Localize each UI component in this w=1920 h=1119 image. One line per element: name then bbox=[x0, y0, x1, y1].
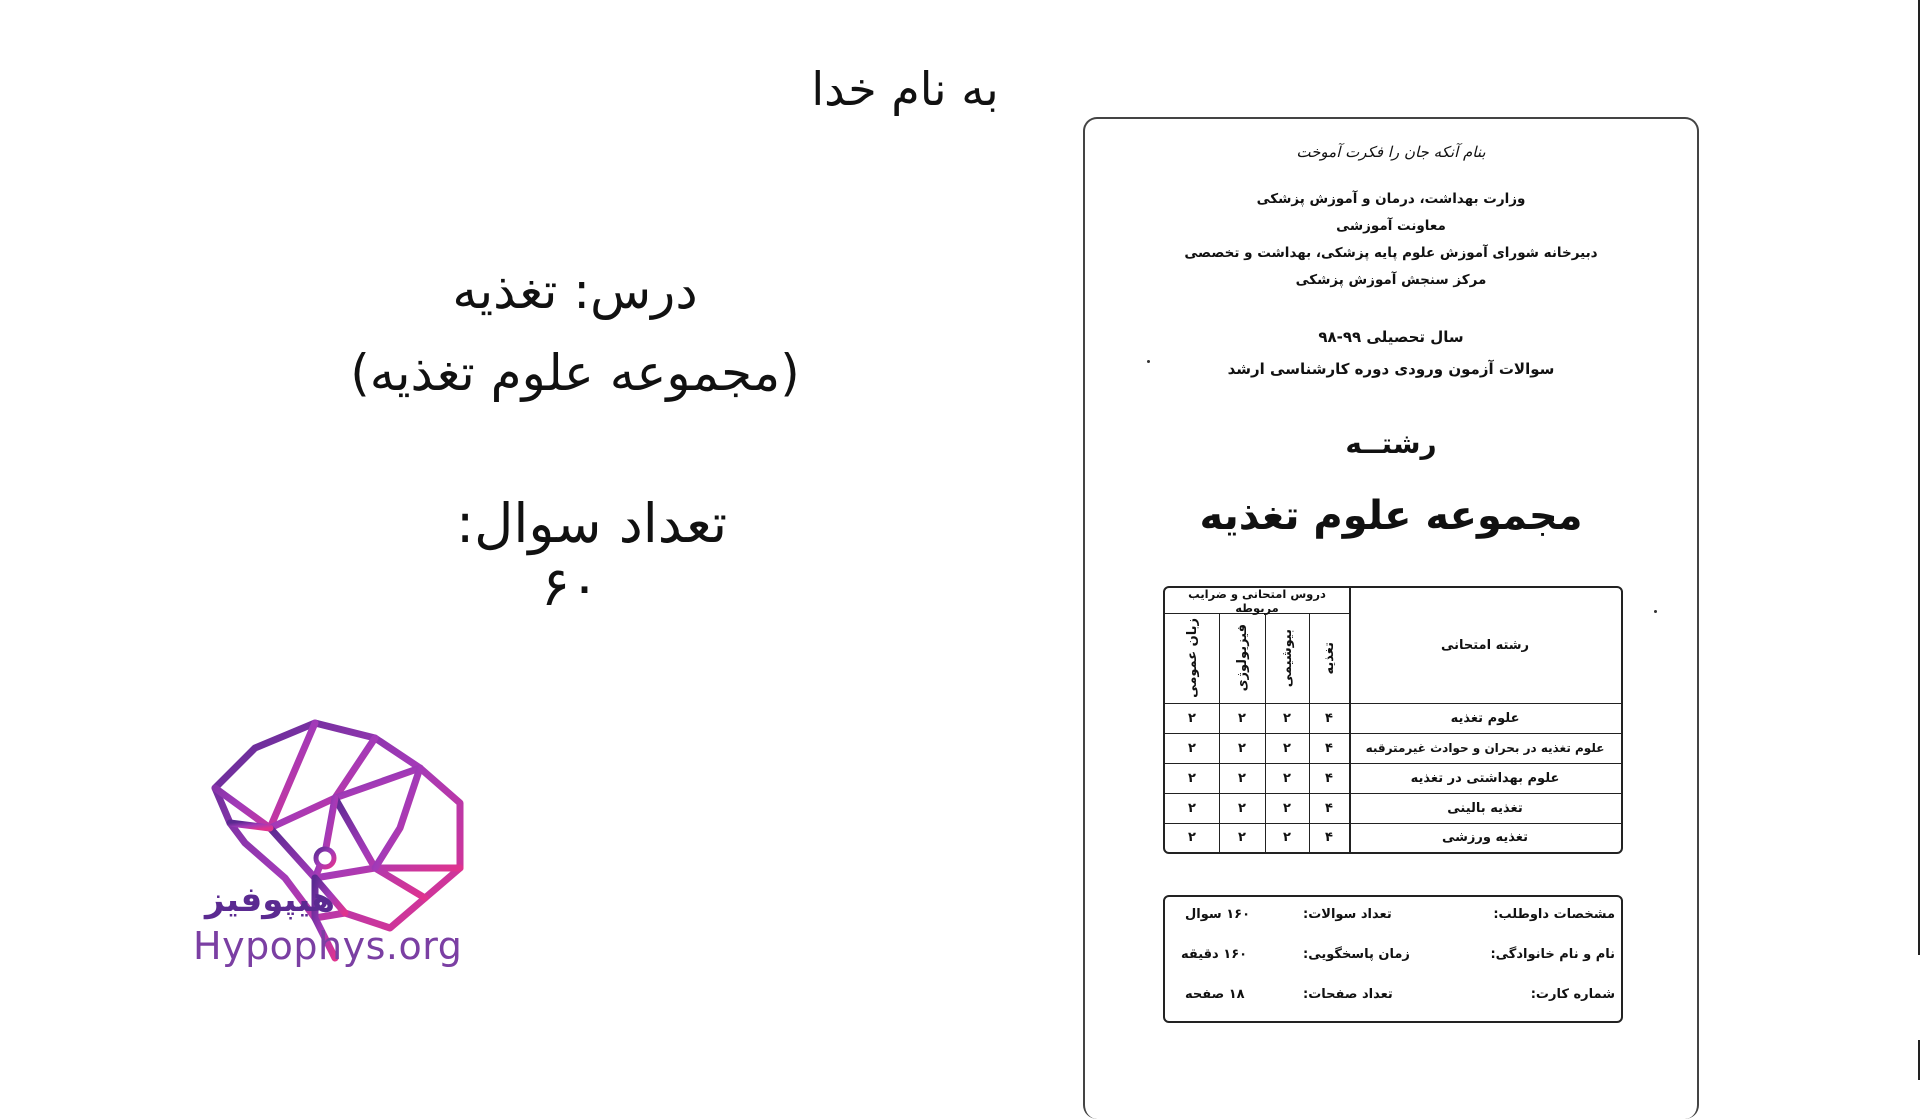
exam-cover-page bbox=[1083, 117, 1699, 1119]
question-count-value: ۶۰ bbox=[540, 555, 599, 618]
info-row: مشخصات داوطلب: تعداد سوالات: ۱۶۰ سوال bbox=[1185, 907, 1615, 922]
question-count-label: تعداد سوال: bbox=[455, 492, 728, 555]
doc-header-line: معاونت آموزشی bbox=[1336, 218, 1446, 234]
subject-header: فیزیولوژی bbox=[1219, 613, 1266, 704]
major-title: مجموعه علوم تغذیه bbox=[1199, 493, 1583, 539]
subject-header: بیوشیمی bbox=[1265, 613, 1310, 704]
doc-header-line: مرکز سنجش آموزش پزشکی bbox=[1295, 272, 1487, 288]
scan-speck bbox=[1654, 610, 1657, 613]
coefficients-table: دروس امتحانی و ضرایب مربوطه رشته امتحانی زبان عمومی فیزیولوژی بیوشیمی تغذیه ۲ ۲ ۲ ۴ علوم تغذیه ۲ ۲ ۲ ۴ علوم تغذیه در بحران و حوادث غیرمترقبه ۲ ۲ ۲ ۴ علوم بهداشتی در تغذیه ۲ ۲ ۲ ۴ تغذیه بالینی ۲ ۲ ۲ ۴ تغذیه ورزشی bbox=[1163, 586, 1623, 854]
question-count bbox=[380, 492, 760, 618]
doc-header-line: وزارت بهداشت، درمان و آموزش پزشکی bbox=[1256, 191, 1526, 207]
slide-bismillah: به نام خدا bbox=[811, 62, 999, 116]
info-row: نام و نام خانوادگی: زمان پاسخگویی: ۱۶۰ دقیقه bbox=[1181, 947, 1615, 962]
info-row: شماره کارت: تعداد صفحات: ۱۸ صفحه bbox=[1185, 987, 1615, 1002]
course-title bbox=[330, 250, 820, 414]
doc-header-line: دبیرخانه شورای آموزش علوم پایه پزشکی، بهداشت و تخصصی bbox=[1184, 245, 1598, 261]
logo-english-text: Hypophys.org bbox=[193, 924, 463, 968]
course-line-2: (مجموعه علوم تغذیه) bbox=[350, 344, 800, 402]
course-line-1: درس: تغذیه bbox=[452, 262, 698, 320]
subject-header: تغذیه bbox=[1309, 613, 1351, 704]
table-row-header: رشته امتحانی bbox=[1349, 588, 1621, 704]
logo-persian-text: هیپوفیز bbox=[205, 880, 335, 920]
doc-bismillah: بنام آنکه جان را فکرت آموخت bbox=[1296, 143, 1486, 161]
academic-year: سال تحصیلی ۹۹-۹۸ bbox=[1318, 328, 1464, 346]
scan-speck bbox=[1147, 360, 1150, 363]
candidate-info-box bbox=[1163, 895, 1623, 1023]
exam-title: سوالات آزمون ورودی دوره کارشناسی ارشد bbox=[1227, 360, 1555, 378]
subject-header: زبان عمومی bbox=[1165, 613, 1220, 704]
table-group-header: دروس امتحانی و ضرایب مربوطه bbox=[1165, 588, 1351, 614]
field-label: رشتــه bbox=[1345, 427, 1437, 460]
